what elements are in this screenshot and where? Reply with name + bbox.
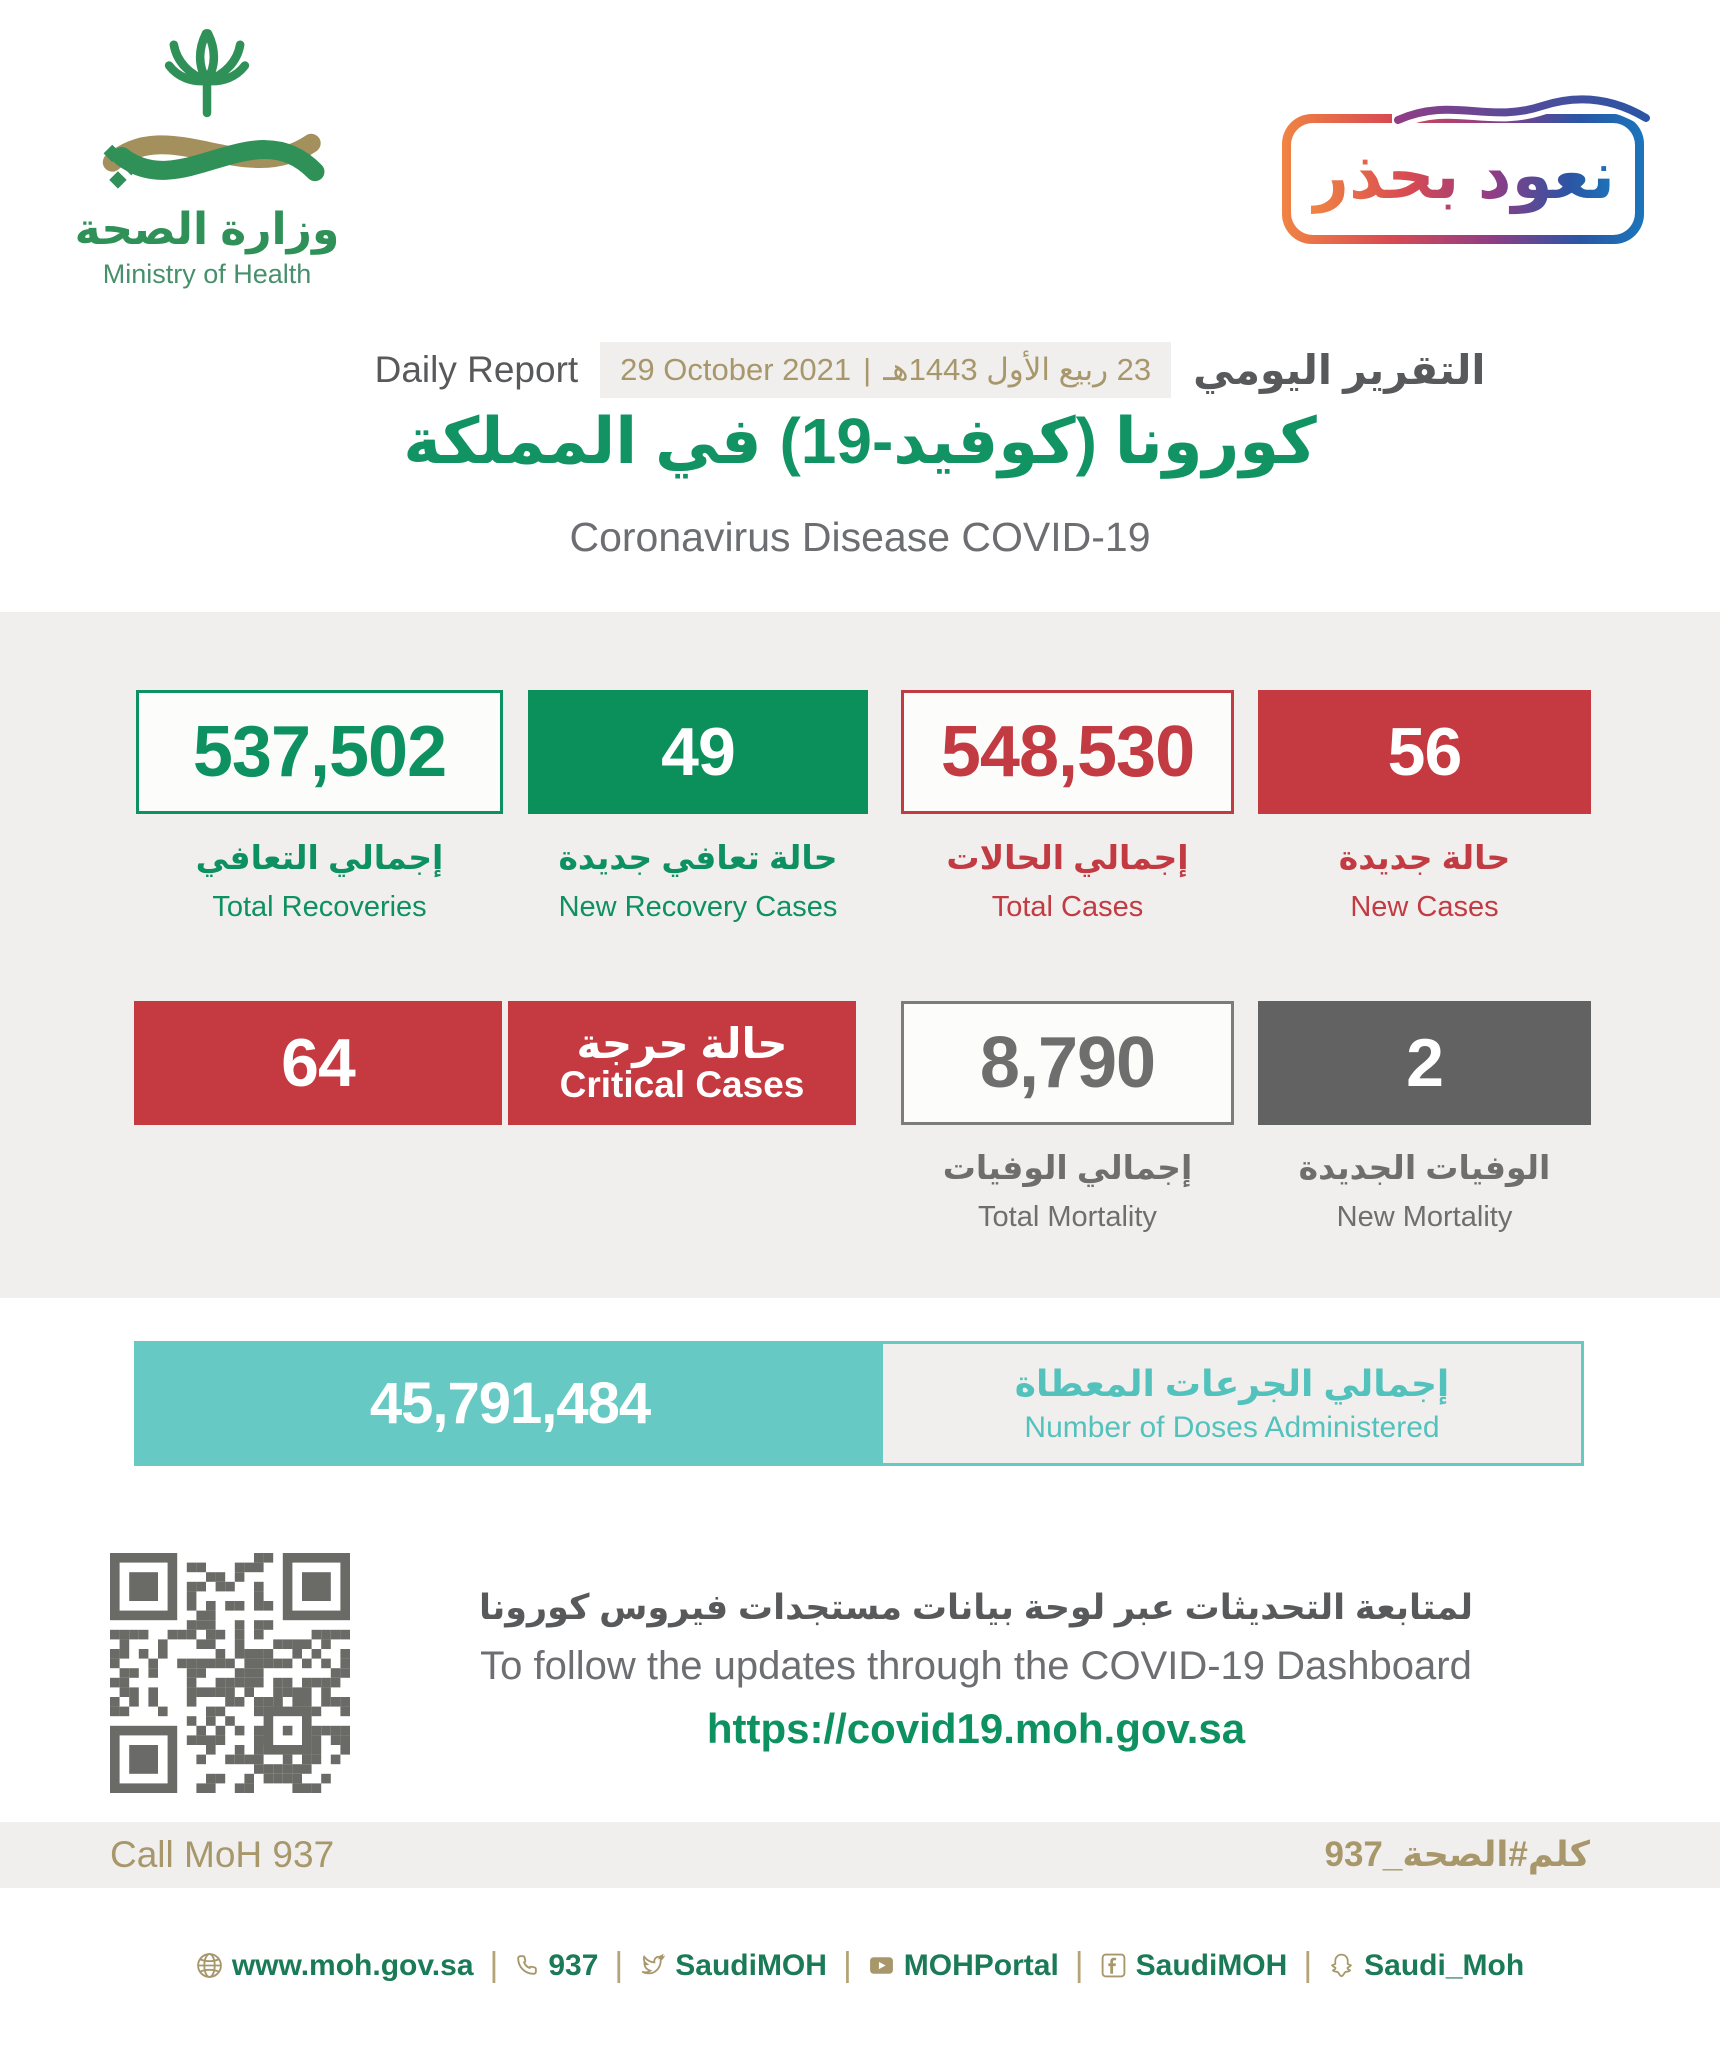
badge-slogan-text: نعود بحذر bbox=[1311, 142, 1615, 216]
total-cases-card bbox=[901, 690, 1234, 814]
total-recoveries-value: 537,502 bbox=[192, 712, 447, 792]
palm-tree-logo-icon bbox=[82, 22, 332, 202]
total-cases-label-ar: إجمالي الحالات bbox=[946, 839, 1189, 876]
twitter-icon bbox=[639, 1952, 666, 1979]
new-cases-label bbox=[1258, 838, 1591, 924]
new-recoveries-label-en: New Recovery Cases bbox=[558, 891, 838, 923]
footer-item-youtube[interactable] bbox=[868, 1949, 1059, 1983]
youtube-icon bbox=[868, 1952, 895, 1979]
date-separator: | bbox=[863, 352, 872, 387]
total-mortality-value: 8,790 bbox=[979, 1023, 1156, 1103]
footer-website-label: www.moh.gov.sa bbox=[231, 1948, 474, 1982]
new-cases-value: 56 bbox=[1387, 714, 1462, 790]
dashboard-note-ar: لمتابعة التحديثات عبر لوحة بيانات مستجدات فيروس كورونا bbox=[478, 1588, 1474, 1627]
phone-icon bbox=[514, 1953, 539, 1978]
footer-separator: | bbox=[1303, 1946, 1313, 1984]
total-mortality-card bbox=[901, 1001, 1234, 1125]
total-recoveries-label-en: Total Recoveries bbox=[212, 891, 427, 923]
page-title-arabic: كورونا (كوفيد-19) في المملكة bbox=[403, 405, 1317, 477]
daily-report-label-en: Daily Report bbox=[374, 349, 579, 390]
new-recoveries-card bbox=[528, 690, 868, 814]
qr-code bbox=[110, 1553, 350, 1793]
hashtag-text: كلم#الصحة_937 bbox=[1324, 1835, 1590, 1874]
footer-snapchat-label: Saudi_Moh bbox=[1364, 1948, 1525, 1982]
return-cautiously-badge bbox=[1282, 96, 1644, 244]
doses-label-panel bbox=[883, 1344, 1581, 1463]
report-header-row bbox=[140, 342, 1720, 398]
footer-item-facebook[interactable] bbox=[1100, 1949, 1288, 1983]
report-date bbox=[600, 342, 1171, 398]
badge-swoosh-icon bbox=[1392, 90, 1652, 144]
new-recoveries-label-ar: حالة تعافي جديدة bbox=[558, 839, 838, 876]
report-date-hijri: 23 ربيع الأول 1443هـ bbox=[883, 352, 1152, 387]
daily-report-label-ar: التقرير اليومي bbox=[1193, 347, 1486, 393]
new-mortality-label bbox=[1258, 1148, 1591, 1234]
total-recoveries-label-ar: إجمالي التعافي bbox=[195, 839, 444, 876]
doses-value: 45,791,484 bbox=[369, 1371, 651, 1436]
page-title-english: Coronavirus Disease COVID-19 bbox=[569, 514, 1151, 560]
doses-value-panel bbox=[137, 1344, 883, 1463]
dashboard-note-en: To follow the updates through the COVID-19 Dashboard bbox=[480, 1644, 1472, 1688]
new-cases-label-ar: حالة جديدة bbox=[1338, 839, 1511, 876]
new-mortality-label-en: New Mortality bbox=[1336, 1201, 1513, 1233]
facebook-icon bbox=[1100, 1952, 1127, 1979]
snapchat-icon bbox=[1328, 1952, 1355, 1979]
doses-label-ar: إجمالي الجرعات المعطاة bbox=[1014, 1362, 1450, 1404]
footer-separator: | bbox=[842, 1946, 852, 1984]
new-cases-label-en: New Cases bbox=[1350, 891, 1499, 923]
critical-cases-label-card bbox=[508, 1001, 856, 1125]
ministry-name-english: Ministry of Health bbox=[102, 259, 312, 289]
footer-separator: | bbox=[1074, 1946, 1084, 1984]
footer-separator: | bbox=[614, 1946, 624, 1984]
footer-item-snapchat[interactable] bbox=[1328, 1949, 1524, 1983]
new-recoveries-label bbox=[528, 838, 868, 924]
critical-cases-label-en: Critical Cases bbox=[559, 1063, 805, 1105]
total-cases-label bbox=[901, 838, 1234, 924]
critical-cases-value: 64 bbox=[281, 1025, 355, 1101]
footer-separator: | bbox=[489, 1946, 499, 1984]
footer-item-twitter[interactable] bbox=[639, 1949, 827, 1983]
new-mortality-value: 2 bbox=[1406, 1025, 1443, 1101]
footer-youtube-label: MOHPortal bbox=[903, 1948, 1059, 1982]
footer-twitter-label: SaudiMOH bbox=[675, 1948, 827, 1982]
ministry-logo bbox=[62, 22, 352, 290]
dashboard-note bbox=[360, 1588, 1592, 1753]
total-cases-value: 548,530 bbox=[940, 712, 1195, 792]
critical-cases-label-ar: حالة حرجة bbox=[576, 1019, 788, 1067]
total-recoveries-card bbox=[136, 690, 503, 814]
footer-facebook-label: SaudiMOH bbox=[1135, 1948, 1288, 1982]
total-mortality-label bbox=[901, 1148, 1234, 1234]
new-cases-card bbox=[1258, 690, 1591, 814]
total-mortality-label-ar: إجمالي الوفيات bbox=[942, 1149, 1193, 1186]
total-recoveries-label bbox=[136, 838, 503, 924]
critical-cases-value-card bbox=[134, 1001, 502, 1125]
doses-administered-bar bbox=[134, 1341, 1584, 1466]
new-recoveries-value: 49 bbox=[661, 714, 735, 790]
report-date-gregorian: 29 October 2021 bbox=[620, 352, 852, 387]
total-cases-label-en: Total Cases bbox=[991, 891, 1144, 923]
new-mortality-card bbox=[1258, 1001, 1591, 1125]
call-moh-text: Call MoH 937 bbox=[110, 1834, 335, 1875]
footer-links bbox=[0, 1946, 1720, 1985]
ministry-name-arabic: وزارة الصحة bbox=[74, 205, 340, 254]
footer-item-website[interactable] bbox=[196, 1949, 474, 1983]
new-mortality-label-ar: الوفيات الجديدة bbox=[1298, 1149, 1551, 1186]
globe-icon bbox=[196, 1952, 223, 1979]
call-moh-banner bbox=[0, 1822, 1720, 1888]
footer-item-phone[interactable] bbox=[514, 1949, 598, 1983]
dashboard-url-link[interactable]: https://covid19.moh.gov.sa bbox=[706, 1705, 1246, 1752]
total-mortality-label-en: Total Mortality bbox=[978, 1201, 1157, 1233]
footer-phone-label: 937 bbox=[548, 1948, 599, 1982]
doses-label-en: Number of Doses Administered bbox=[1024, 1410, 1440, 1444]
